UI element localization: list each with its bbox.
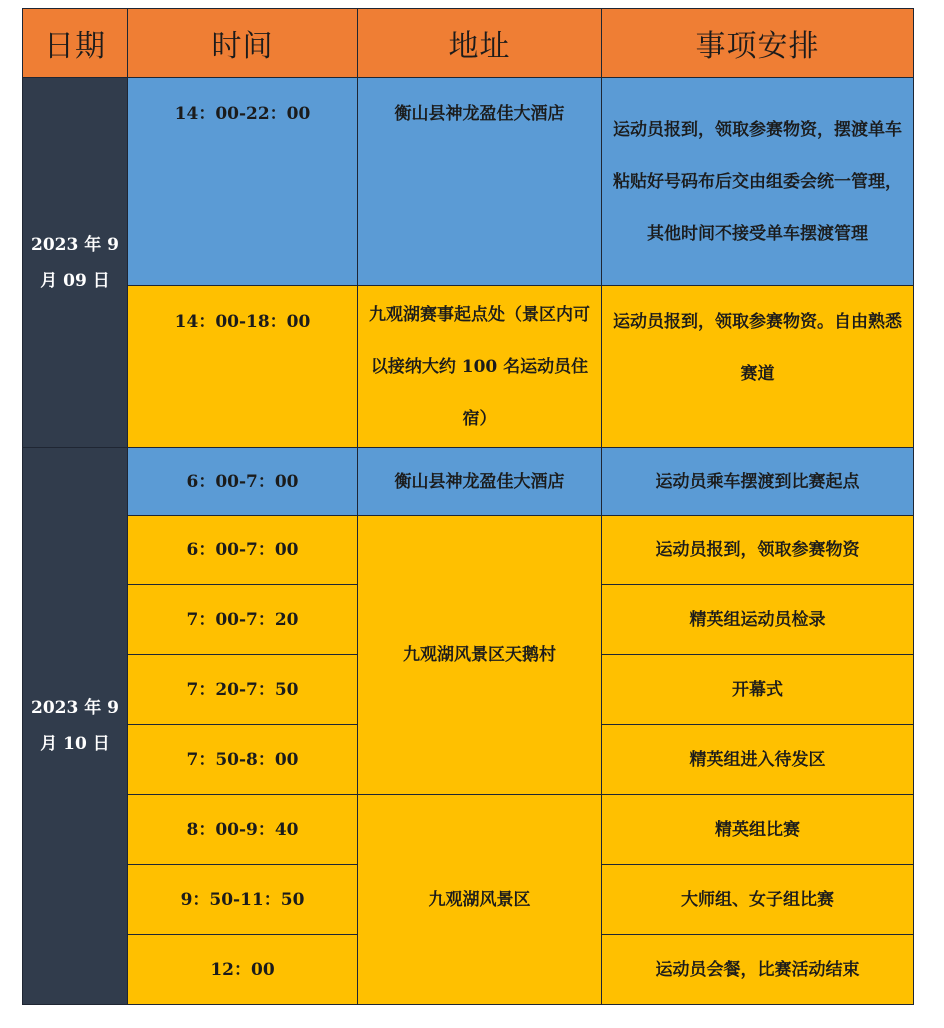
table-row xyxy=(23,78,914,286)
address-cell: 衡山县神龙盈佳大酒店 xyxy=(358,448,602,516)
arrangement-cell: 大师组、女子组比赛 xyxy=(602,865,914,935)
date-label: 2023 年 9 月 09 日 xyxy=(31,234,119,291)
time-cell: 12：00 xyxy=(128,935,358,1005)
schedule-table xyxy=(22,8,914,1005)
address-cell: 九观湖赛事起点处（景区内可以接纳大约 100 名运动员住宿） xyxy=(358,286,602,448)
header-row xyxy=(23,9,914,78)
arrangement-cell: 运动员报到，领取参赛物资 xyxy=(602,516,914,585)
header-time: 时间 xyxy=(128,9,358,78)
arrangement-cell: 开幕式 xyxy=(602,655,914,725)
date-cell-day2 xyxy=(23,448,128,1005)
address-cell: 衡山县神龙盈佳大酒店 xyxy=(358,78,602,286)
address-cell: 九观湖风景区 xyxy=(358,795,602,1005)
arrangement-cell: 精英组进入待发区 xyxy=(602,725,914,795)
header-address: 地址 xyxy=(358,9,602,78)
table-row xyxy=(23,795,914,865)
time-cell: 7：00-7：20 xyxy=(128,585,358,655)
arrangement-cell: 运动员会餐，比赛活动结束 xyxy=(602,935,914,1005)
arrangement-cell: 精英组比赛 xyxy=(602,795,914,865)
time-cell: 7：20-7：50 xyxy=(128,655,358,725)
table-row xyxy=(23,516,914,585)
address-cell: 九观湖风景区天鹅村 xyxy=(358,516,602,795)
time-cell: 8：00-9：40 xyxy=(128,795,358,865)
time-cell: 6：00-7：00 xyxy=(128,516,358,585)
arrangement-cell: 运动员乘车摆渡到比赛起点 xyxy=(602,448,914,516)
header-arrangement: 事项安排 xyxy=(602,9,914,78)
date-label: 2023 年 9 月 10 日 xyxy=(31,698,119,754)
table-row xyxy=(23,448,914,516)
header-date: 日期 xyxy=(23,9,128,78)
time-cell: 6：00-7：00 xyxy=(128,448,358,516)
date-cell-day1 xyxy=(23,78,128,448)
time-cell: 14：00-18：00 xyxy=(128,286,358,448)
time-cell: 14：00-22：00 xyxy=(128,78,358,286)
time-cell: 9：50-11：50 xyxy=(128,865,358,935)
time-cell: 7：50-8：00 xyxy=(128,725,358,795)
arrangement-cell: 精英组运动员检录 xyxy=(602,585,914,655)
arrangement-cell: 运动员报到，领取参赛物资，摆渡单车粘贴好号码布后交由组委会统一管理，其他时间不接受单车摆渡管理 xyxy=(602,78,914,286)
arrangement-cell: 运动员报到，领取参赛物资。自由熟悉赛道 xyxy=(602,286,914,448)
table-row xyxy=(23,286,914,448)
